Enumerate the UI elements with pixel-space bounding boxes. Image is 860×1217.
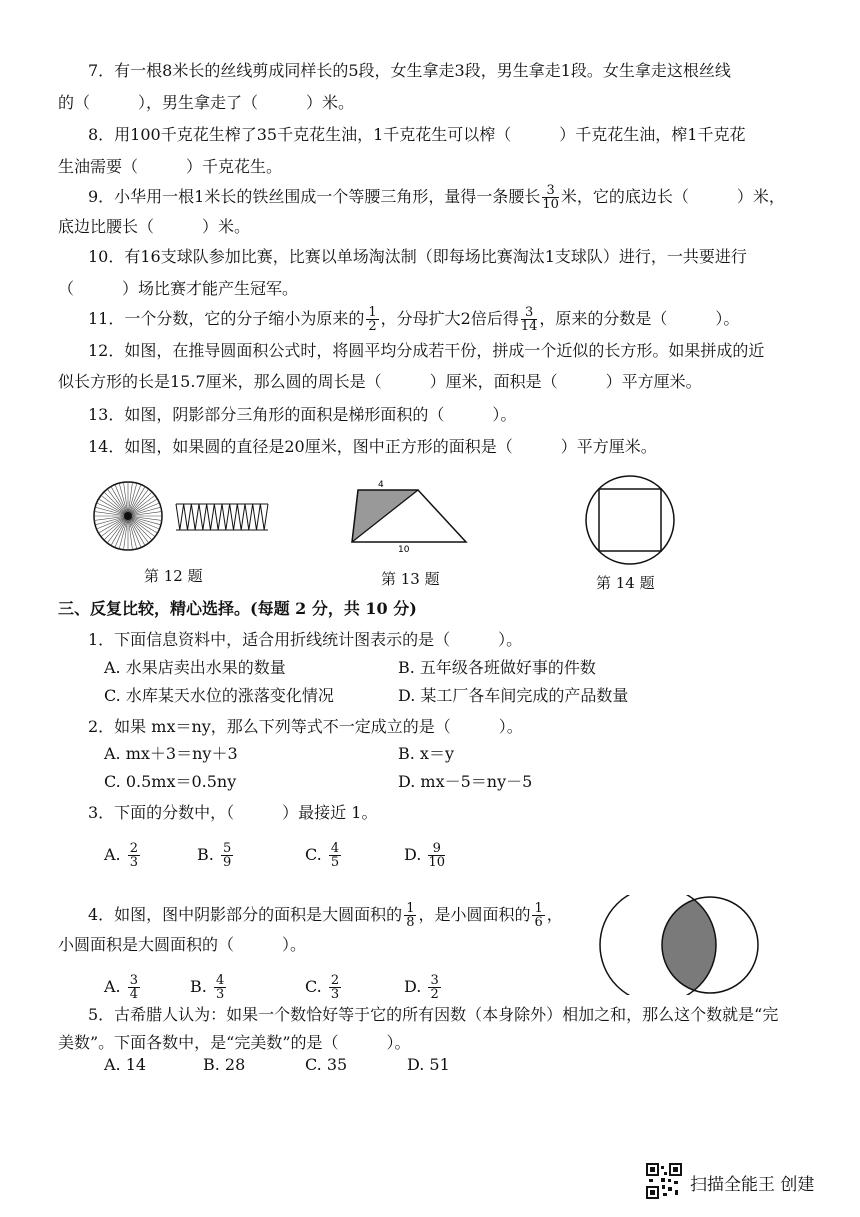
q1-option-b: B. 五年级各班做好事的件数 — [398, 658, 596, 677]
q4-option-b: B. $\frac{4}{3}$ — [190, 973, 225, 1002]
figure-13-trapezoid — [346, 476, 474, 554]
qr-code-icon — [646, 1163, 682, 1199]
q2-option-b: B. x＝y — [398, 744, 454, 763]
question-8-line-2: 生油需要（ ）千克花生。 — [58, 157, 283, 176]
scanner-watermark: 扫描全能王 创建 — [690, 1175, 815, 1195]
question-12-line-1: 12．如图，在推导圆面积公式时，将圆平均分成若干份，拼成一个近似的长方形。如果拼成的近 — [88, 341, 765, 360]
fraction-3-14: $\frac{3}{14}$ — [520, 305, 538, 334]
q2-option-d: D. mx－5＝ny－5 — [398, 772, 533, 791]
question-9-line-1: 9．小华用一根1米长的铁丝围成一个等腰三角形，量得一条腰长 $\frac{3}{10}$ 米，它的底边长（ ）米， — [88, 183, 785, 212]
choice-question-5-line-1: 5．古希腊人认为：如果一个数恰好等于它的所有因数（本身除外）相加之和，那么这个数就是“完 — [88, 1005, 779, 1024]
q3-option-a: A. $\frac{2}{3}$ — [104, 841, 139, 870]
q3-option-b: B. $\frac{5}{9}$ — [197, 841, 232, 870]
question-12-line-2: 似长方形的长是15.7厘米，那么圆的周长是（ ）厘米，面积是（ ）平方厘米。 — [58, 372, 702, 391]
q4-option-a: A. $\frac{3}{4}$ — [104, 973, 139, 1002]
fraction-3-10: $\frac{3}{10}$ — [542, 183, 559, 212]
question-14: 14．如图，如果圆的直径是20厘米，图中正方形的面积是（ ）平方厘米。 — [88, 437, 657, 456]
q3-option-c: C. $\frac{4}{5}$ — [305, 841, 340, 870]
q4-option-c: C. $\frac{2}{3}$ — [305, 973, 340, 1002]
choice-question-1: 1．下面信息资料中，适合用折线统计图表示的是（ ）。 — [88, 630, 523, 649]
question-10-line-2: （ ）场比赛才能产生冠军。 — [58, 279, 299, 298]
q2-option-c: C. 0.5mx＝0.5ny — [104, 772, 237, 791]
choice-question-3: 3．下面的分数中，（ ）最接近 1。 — [88, 803, 378, 822]
caption-figure-14: 第 14 题 — [596, 574, 655, 592]
fraction-1-2: $\frac{1}{2}$ — [368, 305, 377, 334]
section-3-title: 三、反复比较，精心选择。(每题 2 分，共 10 分) — [58, 599, 417, 618]
q5-option-c: C. 35 — [305, 1055, 348, 1074]
figure-12-circle-rearrangement — [90, 478, 280, 560]
q5-option-b: B. 28 — [203, 1055, 246, 1074]
q5-option-a: A. 14 — [104, 1055, 147, 1074]
question-7-line-1: 7．有一根8米长的丝线剪成同样长的5段，女生拿走3段，男生拿走1段。女生拿走这根丝线 — [88, 61, 731, 80]
q5-option-d: D. 51 — [407, 1055, 450, 1074]
figure-overlapping-circles — [590, 895, 780, 995]
caption-figure-12: 第 12 题 — [144, 567, 203, 585]
question-10-line-1: 10．有16支球队参加比赛，比赛以单场淘汰制（即每场比赛淘汰1支球队）进行，一共要进行 — [88, 247, 747, 266]
q4-option-d: D. $\frac{3}{2}$ — [404, 973, 439, 1002]
choice-question-4-line-2: 小圆面积是大圆面积的（ ）。 — [58, 935, 307, 954]
caption-figure-13: 第 13 题 — [381, 570, 440, 588]
question-9-line-2: 底边比腰长（ ）米。 — [58, 217, 251, 236]
question-7-line-2: 的（ ），男生拿走了（ ）米。 — [58, 93, 355, 112]
q1-option-c: C. 水库某天水位的涨落变化情况 — [104, 686, 334, 705]
q1-option-d: D. 某工厂各车间完成的产品数量 — [398, 686, 629, 705]
q2-option-a: A. mx＋3＝ny＋3 — [104, 744, 238, 763]
figure-14-circle-square — [580, 470, 680, 570]
q1-option-a: A. 水果店卖出水果的数量 — [104, 658, 286, 677]
figure-13-bottom-label: 10 — [398, 545, 410, 554]
choice-question-4-line-1: 4．如图，图中阴影部分的面积是大圆面积的 $\frac{1}{8}$ ，是小圆面积的 $\frac{1}{6}$ ， — [88, 901, 563, 930]
choice-question-5-line-2: 美数”。下面各数中，是“完美数”的是（ ）。 — [58, 1033, 411, 1052]
question-13: 13．如图，阴影部分三角形的面积是梯形面积的（ ）。 — [88, 405, 517, 424]
q3-option-d: D. $\frac{9}{10}$ — [404, 841, 445, 870]
choice-question-2: 2．如果 mx＝ny，那么下列等式不一定成立的是（ ）。 — [88, 717, 523, 736]
fraction-1-8: $\frac{1}{8}$ — [406, 901, 415, 930]
figure-13-top-label: 4 — [378, 480, 384, 490]
question-8-line-1: 8．用100千克花生榨了35千克花生油，1千克花生可以榨（ ）千克花生油，榨1千克花 — [88, 125, 746, 144]
fraction-1-6: $\frac{1}{6}$ — [534, 901, 543, 930]
question-11-line: 11．一个分数，它的分子缩小为原来的 $\frac{1}{2}$ ，分母扩大2倍后得 $\frac{3}{14}$ ，原来的分数是（ ）。 — [88, 305, 740, 334]
